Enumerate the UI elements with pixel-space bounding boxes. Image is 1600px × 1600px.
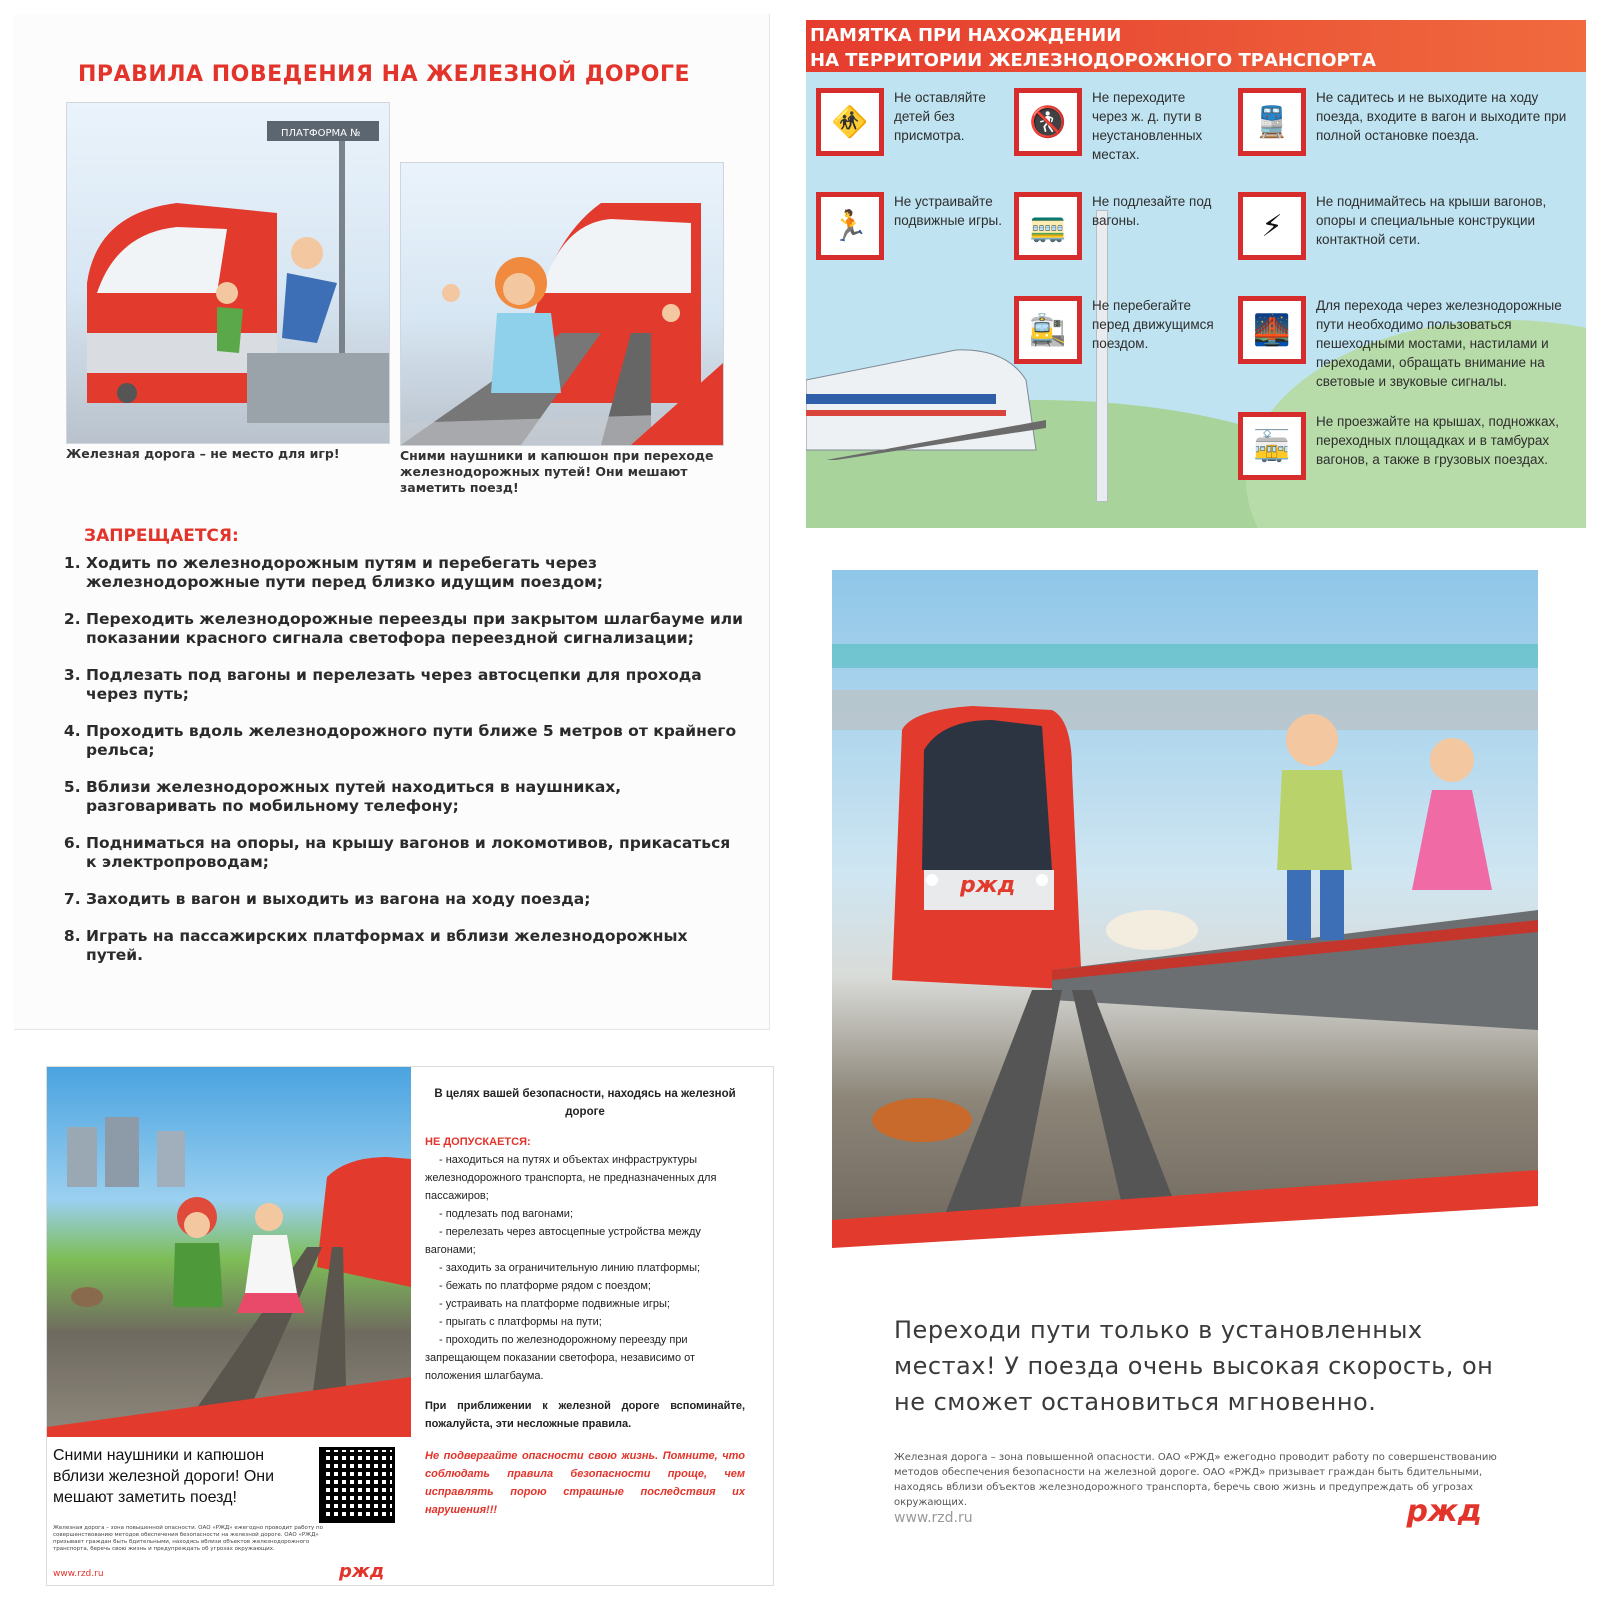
memo-item bbox=[1238, 412, 1582, 480]
memo-item bbox=[1238, 192, 1582, 260]
memo-infographic bbox=[806, 20, 1586, 528]
riding-roof-icon: 🚋 bbox=[1238, 412, 1306, 480]
leaflet-text-column bbox=[425, 1085, 745, 1519]
safety-leaflet bbox=[46, 1066, 774, 1586]
not-allowed-item: - находиться на путях и объектах инфраструктуры железнодорожного транспорта, не предназначенных для пассажиров; bbox=[425, 1154, 717, 1202]
rule-item: 8. Играть на пассажирских платформах и вблизи железнодорожных путей. bbox=[86, 927, 746, 965]
not-allowed-item: - прыгать с платформы на пути; bbox=[439, 1316, 602, 1328]
rules-title: ПРАВИЛА ПОВЕДЕНИЯ НА ЖЕЛЕЗНОЙ ДОРОГЕ bbox=[78, 62, 690, 87]
memo-item-text: Не устраивайте подвижные игры. bbox=[894, 194, 1002, 228]
memo-item-text: Не оставляйте детей без присмотра. bbox=[894, 90, 986, 143]
leaflet-fine-print: Железная дорога – зона повышенной опасности. ОАО «РЖД» ежегодно проводит работу по совершенствованию методов обеспечения безопасности на железной дороге. ОАО «РЖД» призывает граждан быть бдительными, находясь вблизи объектов железнодорожного транспорта, беречь свою жизнь и предупреждать об угрозах окружающих. bbox=[53, 1525, 323, 1552]
footbridge-icon: 🌉 bbox=[1238, 296, 1306, 364]
crossing-tracks-illustration bbox=[401, 163, 723, 445]
memo-title-line2: НА ТЕРРИТОРИИ ЖЕЛЕЗНОДОРОЖНОГО ТРАНСПОРТА bbox=[810, 50, 1376, 71]
platform-sign-text: ПЛАТФОРМА № bbox=[281, 128, 361, 139]
train-logo-text: ржд bbox=[960, 873, 1016, 898]
crossing-poster bbox=[832, 570, 1538, 1556]
qr-code[interactable] bbox=[319, 1447, 395, 1523]
no-crossing-icon: 🚷 bbox=[1014, 88, 1082, 156]
memo-item bbox=[1014, 192, 1224, 260]
not-allowed-list bbox=[425, 1151, 745, 1385]
memo-item-text: Не переходите через ж. д. пути в неустановленных местах. bbox=[1092, 90, 1203, 162]
not-allowed-item: - проходить по железнодорожному переезду при запрещающем показании светофора, независимо от положения шлагбаума. bbox=[425, 1334, 696, 1382]
memo-item-text: Не садитесь и не выходите на ходу поезда, входите в вагон и выходите при полной остановке поезда. bbox=[1316, 90, 1567, 143]
train-icon bbox=[806, 320, 1046, 460]
running-train-icon: 🚉 bbox=[1014, 296, 1082, 364]
memo-item bbox=[1238, 296, 1582, 391]
rule-item: 1. Ходить по железнодорожным путям и перебегать через железнодорожные пути перед близко идущим поездом; bbox=[86, 554, 746, 592]
poster-slogan: Переходи пути только в установленных местах! У поезда очень высокая скорость, он не сможет остановиться мгновенно. bbox=[894, 1316, 1494, 1416]
not-allowed-heading: НЕ ДОПУСКАЕТСЯ: bbox=[425, 1136, 531, 1148]
rule-item: 4. Проходить вдоль железнодорожного пути ближе 5 метров от крайнего рельса; bbox=[86, 722, 746, 760]
not-allowed-item: - заходить за ограничительную линию платформы; bbox=[439, 1262, 701, 1274]
poster-fine-print: Железная дорога – зона повышенной опасности. ОАО «РЖД» ежегодно проводит работу по совершенствованию методов обеспечения безопасности на железной дороге. ОАО «РЖД» призывает граждан быть бдительными, находясь вблизи объектов железнодорожного транспорта, беречь свою жизнь и предупреждать об угрозах окружающих. bbox=[894, 1452, 1497, 1508]
illustration-headphones bbox=[400, 162, 724, 446]
memo-item-text: Не подлезайте под вагоны. bbox=[1092, 194, 1212, 228]
leaflet-heading: В целях вашей безопасности, находясь на железной дороге bbox=[434, 1088, 736, 1118]
train-door-icon: 🚆 bbox=[1238, 88, 1306, 156]
memo-title-band bbox=[806, 20, 1586, 72]
memo-item-text: Для перехода через железнодорожные пути необходимо пользоваться пешеходными мостами, настилами и переходами, обращать внимание на световые и звуковые сигналы. bbox=[1316, 298, 1562, 389]
train-children-illustration bbox=[832, 570, 1538, 1248]
leaflet-url[interactable]: www.rzd.ru bbox=[53, 1569, 104, 1579]
rule-item: 7. Заходить в вагон и выходить из вагона на ходу поезда; bbox=[86, 890, 746, 909]
poster-url[interactable]: www.rzd.ru bbox=[894, 1510, 973, 1526]
memo-item-text: Не поднимайтесь на крыши вагонов, опоры и специальные конструкции контактной сети. bbox=[1316, 194, 1547, 247]
memo-title-line1: ПАМЯТКА ПРИ НАХОЖДЕНИИ bbox=[810, 25, 1122, 46]
leaflet-caption: Сними наушники и капюшон вблизи железной дороги! Они мешают заметить поезд! bbox=[53, 1447, 275, 1506]
rule-item: 3. Подлезать под вагоны и перелезать через автосцепки для прохода через путь; bbox=[86, 666, 746, 704]
caption-platform-play: Железная дорога – не место для игр! bbox=[66, 446, 340, 461]
memo-item-text: Не перебегайте перед движущимся поездом. bbox=[1092, 298, 1214, 351]
rule-item: 5. Вблизи железнодорожных путей находиться в наушниках, разговаривать по мобильному телефону; bbox=[86, 778, 746, 816]
memo-item bbox=[1238, 88, 1582, 156]
not-allowed-item: - перелезать через автосцепные устройства между вагонами; bbox=[425, 1226, 701, 1256]
caption-headphones: Сними наушники и капюшон при переходе железнодорожных путей! Они мешают заметить поезд! bbox=[400, 448, 714, 495]
running-child-icon: 🏃 bbox=[816, 192, 884, 260]
forbidden-rules-list bbox=[64, 554, 746, 983]
memo-item bbox=[1014, 88, 1224, 164]
rule-item: 6. Подниматься на опоры, на крышу вагонов и локомотивов, прикасаться к электропроводам; bbox=[86, 834, 746, 872]
leaflet-illustration bbox=[47, 1067, 411, 1437]
memo-item bbox=[1014, 296, 1224, 364]
forbidden-heading: ЗАПРЕЩАЕТСЯ: bbox=[84, 526, 239, 546]
leaflet-warning: Не подвергайте опасности свою жизнь. Помните, что соблюдать правила безопасности проще, чем исправлять порою страшные последствия их нарушения!!! bbox=[425, 1450, 745, 1516]
memo-item bbox=[816, 88, 1006, 156]
poster-illustration bbox=[832, 570, 1538, 1248]
memo-item-text: Не проезжайте на крышах, подножках, переходных площадках и в тамбурах вагонов, а также в грузовых поездах. bbox=[1316, 414, 1559, 467]
child-icon: 🚸 bbox=[816, 88, 884, 156]
train-platform-illustration bbox=[67, 103, 389, 443]
not-allowed-item: - бежать по платформе рядом с поездом; bbox=[439, 1280, 651, 1292]
leaflet-reminder: При приближении к железной дороге вспоминайте, пожалуйста, эти несложные правила. bbox=[425, 1400, 745, 1430]
rzd-logo: ржд bbox=[339, 1561, 385, 1582]
climbing-icon: ⚡ bbox=[1238, 192, 1306, 260]
illustration-platform-play bbox=[66, 102, 390, 444]
under-wagon-icon: 🚃 bbox=[1014, 192, 1082, 260]
children-on-tracks-illustration bbox=[47, 1067, 411, 1437]
not-allowed-item: - устраивать на платформе подвижные игры; bbox=[439, 1298, 670, 1310]
rzd-logo: ржд bbox=[1406, 1494, 1482, 1529]
rule-item: 2. Переходить железнодорожные переезды при закрытом шлагбауме или показании красного сигнала светофора переездной сигнализации; bbox=[86, 610, 746, 648]
rules-poster bbox=[14, 14, 770, 1030]
memo-item bbox=[816, 192, 1006, 260]
not-allowed-item: - подлезать под вагонами; bbox=[439, 1208, 573, 1220]
